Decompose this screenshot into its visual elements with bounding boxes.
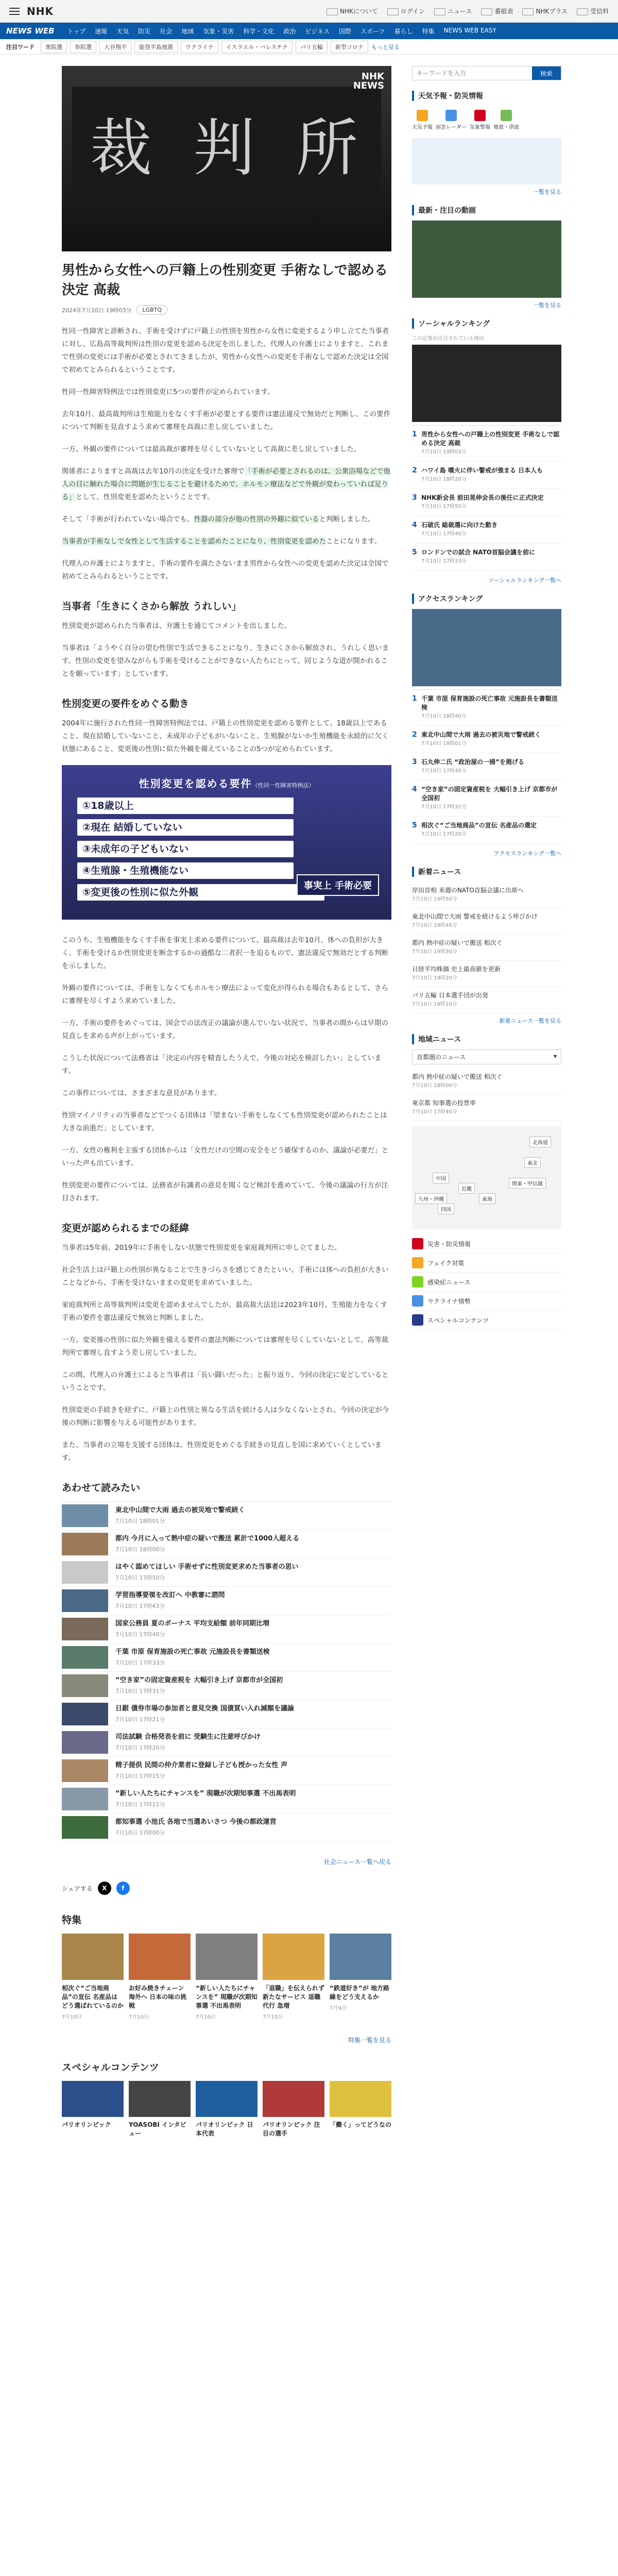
region-select[interactable]: 首都圏のニュース ▾: [412, 1049, 561, 1064]
feature-image: [129, 1934, 191, 1980]
fake-check-icon: [412, 1257, 423, 1268]
quake-icon: [501, 110, 512, 121]
related-item[interactable]: 日銀 債券市場の参加者と意見交換 国債買い入れ減額を議論 7月10日 17時21分: [62, 1700, 391, 1728]
about-icon: [327, 8, 338, 15]
trend-chip[interactable]: 大谷翔平: [99, 41, 131, 53]
ranking-item[interactable]: 3 石丸伸二氏 “政治屋の一掃”を掲げる 7月10日 17時45分: [412, 753, 561, 781]
social-ranking-list: [412, 425, 561, 571]
new-news-item[interactable]: 日経平均株価 史上最高値を更新 7月10日 19時20分: [412, 961, 561, 987]
social-ranking-heading: ソーシャルランキング: [412, 318, 561, 329]
trend-chip[interactable]: 新型コロナ: [331, 41, 368, 53]
access-ranking-heading: アクセスランキング: [412, 594, 561, 604]
related-item[interactable]: 千葉 市原 保育施設の死亡事故 元施設長を書類送検 7月10日 17時33分: [62, 1643, 391, 1672]
ukraine-icon: [412, 1295, 423, 1307]
header-link-login[interactable]: ログイン: [387, 7, 425, 15]
related-thumbnail: [62, 1703, 108, 1725]
trend-more-link[interactable]: もっと見る: [371, 43, 400, 50]
region-link[interactable]: 九州・沖縄: [415, 1193, 447, 1204]
special-image: [196, 2081, 258, 2117]
article-paragraph: こうした状況について法務省は「決定の内容を精査したうえで、今後の対応を検討したい」としています。: [62, 1054, 382, 1075]
related-item[interactable]: 都内 今月に入って熱中症の疑いで搬送 累計で1000人超える 7月10日 18時00分: [62, 1530, 391, 1558]
related-item[interactable]: 東北中山間で大雨 過去の被災地で警戒続く 7月10日 18時01分: [62, 1502, 391, 1530]
region-link[interactable]: 近畿: [458, 1183, 475, 1194]
related-thumbnail: [62, 1589, 108, 1612]
region-link[interactable]: 北海道: [529, 1137, 551, 1147]
infographic-title: 性別変更を認める要件（性同一性障害特例法）: [139, 777, 315, 790]
new-news-more-link[interactable]: 新着ニュース一覧を見る: [499, 1018, 561, 1024]
ranking-subtitle: この記事が注目されている理由: [412, 336, 484, 342]
article-paragraph: 代理人の弁護士によりますと、手術の要件を満たさないまま男性から女性への変更を認めた決定は全国で初めてとみられるということです。: [62, 560, 389, 581]
article-paragraph: 一方、変更後の性別に似た外観を備える要件の憲法判断については審理を尽くしていないとして、高等裁判所で審理し直すよう差し戻していました。: [62, 1336, 388, 1357]
new-news-item[interactable]: パリ五輪 日本選手団が出発 7月10日 19時10分: [412, 987, 561, 1013]
ranking-item[interactable]: 1 男性から女性への戸籍上の性別変更 手術なしで認める決定 高裁 7月10日 19時03分: [412, 426, 561, 462]
search-box: [412, 66, 561, 80]
ranking-item[interactable]: 1 千葉 市原 保育施設の死亡事故 元施設長を書類送検 7月10日 18時40分: [412, 690, 561, 726]
article-paragraph: 性別変更が認められた当事者は、弁護士を通じてコメントを出しました。: [62, 622, 291, 630]
nav-item[interactable]: 天気: [116, 27, 129, 35]
search-input[interactable]: [413, 66, 532, 80]
header-link-about[interactable]: NHKについて: [327, 7, 378, 15]
trend-chip[interactable]: 衆院選: [41, 41, 67, 53]
nav-item[interactable]: 速報: [95, 27, 108, 35]
article-paragraph: 一方、女性の権利を主張する団体からは「女性だけの空間の安全をどう確保するのか、議論が必要だ」といった声も出ています。: [62, 1146, 389, 1167]
article-paragraph: 家庭裁判所と高等裁判所は変更を認めませんでしたが、最高裁大法廷は2023年10月、生殖能力をなくす手術の要件を憲法違反で無効と判断しました。: [62, 1301, 388, 1322]
trend-chip[interactable]: 参院選: [70, 41, 96, 53]
related-thumbnail: [62, 1759, 108, 1782]
new-news-item[interactable]: 岸田首相 来週のNATO首脳会議に出席へ 7月10日 19時50分: [412, 882, 561, 908]
related-item[interactable]: 司法試験 合格発表を前に 受験生に注意呼びかけ 7月10日 17時20分: [62, 1728, 391, 1757]
feature-image: [263, 1934, 324, 1980]
top-bar: [0, 0, 618, 23]
article-paragraph: 当事者が手術なしで女性として生活することを認めたことになり、性別変更を認めたことになります。: [62, 537, 381, 546]
article-paragraph: 社会生活上は戸籍上の性別が異なることで生きづらさを感じてきたといい、手術には体への負担が大きいことなどから、手術を受けないままの変更を求めていました。: [62, 1266, 389, 1287]
special-heading: スペシャルコンテンツ: [62, 2062, 159, 2073]
article-paragraph: 一方、外観の要件については最高裁が審理を尽くしていないとして高裁に差し戻していました。: [62, 445, 361, 453]
special-icon: [412, 1314, 423, 1326]
region-link[interactable]: 関東・甲信越: [509, 1178, 546, 1189]
latest-more-link[interactable]: 一覧を見る: [533, 302, 561, 309]
requirement-row: ②現在 結婚していない: [77, 819, 294, 836]
nhk-logo[interactable]: NHK: [27, 5, 54, 18]
share-label: シェアする: [62, 1885, 93, 1892]
new-news-heading: 新着ニュース: [412, 867, 561, 877]
region-map: [412, 1126, 561, 1229]
access-top-image[interactable]: [412, 609, 561, 686]
region-news-item[interactable]: 東京都 知事選の投票率 7月10日 17時40分: [412, 1095, 561, 1121]
nav-item[interactable]: 暮らし: [394, 27, 413, 35]
new-news-list: [412, 882, 561, 1013]
article-paragraph: 2004年に施行された性同一性障害特例法では、戸籍上の性別変更を認める要件として、18歳以上であること、現在結婚していないこと、未成年の子どもがいないこと、生殖腺がないか生殖機能を永続的に欠く状態にあること、変更後の性別に似た外観を備えていることの5つが定められています。: [62, 719, 389, 753]
related-item[interactable]: 精子提供 民間の仲介業者に登録し子ども授かった女性 声 7月10日 17時15分: [62, 1757, 391, 1785]
region-link[interactable]: 四国: [438, 1204, 454, 1214]
special-card[interactable]: パリオリンピック: [62, 2081, 124, 2138]
ranking-item[interactable]: 5 相次ぐ“ご当地商品”の宣伝 名産品の選定 7月10日 17時20分: [412, 817, 561, 844]
section-heading: 変更が認められるまでの経緯: [62, 1223, 190, 1234]
plus-icon: [522, 8, 534, 15]
article-paragraph: 当事者は「ようやく自分の望む性別で生活できることになり、生きにくさから解放され、うれしく思います。性別の変更を望みながらも手術を受けることができない人たちにとって、同じような道が開かれることを願っています」としています。: [62, 644, 389, 678]
region-link[interactable]: 東北: [524, 1157, 541, 1168]
region-link[interactable]: 中国: [433, 1173, 449, 1183]
article-paragraph: 性同一性障害と診断され、手術を受けずに戸籍上の性別を男性から女性に変更するよう申し立てた当事者に対し、広島高等裁判所は性別の変更を認める決定を出しました。代理人の弁護士によりますと、これまで性別の変更には手術が必要とされてきましたが、男性から女性への変更を手術なしで認めた決定は全国で初めてとみられるということです。: [62, 327, 389, 374]
related-list: [62, 1501, 391, 1842]
trend-chip[interactable]: イスラエル・パレスチナ: [221, 41, 293, 53]
access-more-link[interactable]: アクセスランキング一覧へ: [493, 850, 561, 857]
nav-item[interactable]: 気象・災害: [203, 27, 234, 35]
infection-icon: [412, 1276, 423, 1287]
related-thumbnail: [62, 1731, 108, 1754]
access-ranking-list: [412, 689, 561, 844]
facebook-share-icon[interactable]: f: [116, 1882, 130, 1895]
article-paragraph: この事件については、さまざまな意見があります。: [62, 1089, 221, 1097]
article-paragraph: 去年10月、最高裁判所は生殖能力をなくす手術が必要とする要件は憲法違反で無効だと判断し、この要件について判断を見直すよう求めて審理を高裁に差し戻していました。: [62, 410, 391, 431]
region-heading: 地域ニュース: [412, 1034, 561, 1044]
nav-item[interactable]: スポーツ: [360, 27, 385, 35]
infection-link[interactable]: 感染症ニュース: [412, 1273, 561, 1292]
ranking-item[interactable]: 4 石破氏 総裁選に向けた動き 7月10日 17時40分: [412, 516, 561, 544]
feature-image: [330, 1934, 391, 1980]
article-paragraph: 性別マイノリティの当事者などでつくる団体は「望まない手術をしなくても性別変更が認められたことは大きな前進だ」としています。: [62, 1111, 387, 1132]
related-thumbnail: [62, 1646, 108, 1669]
related-heading: あわせて読みたい: [62, 1482, 141, 1494]
new-news-item[interactable]: 東北中山間で大雨 警戒を続けるよう呼びかけ 7月10日 19時45分: [412, 908, 561, 935]
feature-card[interactable]: “鉄道好き”が 地方路線をどう支えるか 7月9日: [330, 1934, 391, 2020]
features-more-link[interactable]: 特集一覧を見る: [348, 2037, 391, 2044]
header-link-plus[interactable]: NHKプラス: [522, 7, 568, 15]
feature-card[interactable]: 「退職」を伝えられず 新たなサービス 退職代行 急増 7月10日: [263, 1934, 324, 2020]
search-button[interactable]: 検索: [532, 66, 561, 80]
nav-item[interactable]: 防災: [138, 27, 151, 35]
ranking-item[interactable]: 4 “空き家”の固定資産税を 大幅引き上げ 京都市が全国初 7月10日 17時31分: [412, 781, 561, 817]
weather-link[interactable]: 地震・津波: [493, 106, 519, 134]
news-nav-bar: [0, 23, 618, 39]
article-paragraph: 性別変更の要件については、法務省が有識者の意見を聞くなど検討を進めていて、今後の議論の行方が注目されます。: [62, 1181, 388, 1202]
news-icon: [434, 8, 445, 15]
related-thumbnail: [62, 1533, 108, 1555]
latest-heading: 最新・注目の動画: [412, 205, 561, 215]
genre-nav: [63, 27, 501, 36]
feature-card[interactable]: “新しい人たちにチャンスを” 現職が次期知事選 不出馬表明 7月10日: [196, 1934, 258, 2020]
highlight-text: 性器の部分が他の性別の外観に似ている: [194, 515, 319, 523]
weather-link[interactable]: 雨雲レーダー: [436, 106, 467, 134]
special-image: [129, 2081, 191, 2117]
nav-item[interactable]: NEWS WEB EASY: [443, 26, 496, 34]
article-paragraph: 性別変更の手続きを経ずに、戸籍上の性別と異なる生活を続ける人は少なくないとされ、今回の決定が今後の判断に影響を与える可能性があります。: [62, 1406, 389, 1427]
nav-item[interactable]: 国際: [339, 27, 352, 35]
related-item[interactable]: 国家公務員 夏のボーナス 平均支給額 前年同期比増 7月10日 17時40分: [62, 1615, 391, 1643]
special-list: [62, 2081, 391, 2138]
article-paragraph: 当事者は5年前、2019年に手術をしない状態で性別変更を家庭裁判所に申し立てました。: [62, 1244, 341, 1252]
weather-heading: 天気予報・防災情報: [412, 91, 561, 101]
sun-icon: [417, 110, 428, 121]
ranking-item[interactable]: 2 東北中山間で大雨 過去の被災地で警戒続く 7月10日 18時01分: [412, 726, 561, 753]
trend-chip[interactable]: 能登半島地震: [134, 41, 178, 53]
trend-label: 注目ワード: [6, 43, 35, 50]
requirement-row: ⑤変更後の性別に似た外観: [77, 884, 324, 901]
article-main: [62, 66, 391, 2138]
nav-item[interactable]: 社会: [160, 27, 173, 35]
article-paragraph: また、当事者の立場を支援する団体は、性別変更をめぐる手続きの見直しを国に求めていくとしています。: [62, 1441, 382, 1462]
related-thumbnail: [62, 1788, 108, 1810]
court-sign-image: 裁 判 所: [72, 87, 381, 200]
article-paragraph: 関係者によりますと高裁は去年10月の決定を受けた審理で「手術が必要とされるのは、公衆浴場などで他人の目に触れた場合に問題が生じることを避けるためで、ホルモン療法などで外観が変わっていれば足りる」として、性別変更を認めたということです。: [62, 467, 391, 501]
article-meta: [62, 305, 391, 315]
article-paragraph: この間、代理人の弁護士によると当事者は「長い闘いだった」と振り返り、今回の決定に安どしているということです。: [62, 1371, 389, 1392]
menu-icon[interactable]: [9, 8, 20, 15]
requirement-row: ①18歳以上: [77, 798, 294, 814]
special-link[interactable]: スペシャルコンテンツ: [412, 1311, 561, 1330]
weather-link[interactable]: 天気予報: [412, 106, 433, 134]
related-thumbnail: [62, 1618, 108, 1640]
special-card[interactable]: 「働く」ってどうなの: [330, 2081, 391, 2138]
ukraine-link[interactable]: ウクライナ情勢: [412, 1292, 561, 1311]
topic-tag[interactable]: LGBTQ: [136, 305, 167, 315]
disaster-link[interactable]: 災害・防災情報: [412, 1234, 561, 1253]
related-item[interactable]: 学習指導要領を改訂へ 中教審に諮問 7月10日 17時43分: [62, 1587, 391, 1615]
share-bar: [62, 1882, 391, 1895]
related-item[interactable]: “空き家”の固定資産税を 大幅引き上げ 京都市が全国初 7月10日 17時31分: [62, 1672, 391, 1700]
ranking-item[interactable]: 3 NHK新会長 前田晃伸会長の後任に正式決定 7月10日 17時55分: [412, 489, 561, 516]
radar-icon: [445, 110, 457, 121]
trend-chip[interactable]: パリ五輪: [296, 41, 328, 53]
related-item[interactable]: 都知事選 小池氏 各地で当選あいさつ 今後の都政運営 7月10日 17時00分: [62, 1814, 391, 1842]
special-image: [330, 2081, 391, 2117]
nav-item[interactable]: 特集: [422, 27, 435, 35]
weather-link[interactable]: 気象警報: [470, 106, 490, 134]
ranking-item[interactable]: 2 ハワイ島 噴火に伴い警戒が強まる 日本人も 7月10日 18時20分: [412, 462, 561, 489]
related-thumbnail: [62, 1504, 108, 1527]
article-paragraph: 外観の要件については、手術をしなくてもホルモン療法によって変化が得られる場合もあるとして、さらに審理を尽くすよう求めていました。: [62, 984, 388, 1005]
sidebar-links: [412, 1234, 561, 1330]
fee-icon: [577, 8, 588, 15]
nav-item[interactable]: トップ: [67, 27, 86, 35]
ranking-item[interactable]: 5 ロンドンでの試合 NATO首脳会議を前に 7月10日 17時33分: [412, 544, 561, 571]
x-share-icon[interactable]: X: [98, 1882, 111, 1895]
feature-image: [196, 1934, 258, 1980]
related-item[interactable]: “新しい人たちにチャンスを” 現職が次期知事選 不出馬表明 7月10日 17時11分: [62, 1785, 391, 1814]
article-paragraph: そして「手術が行われていない場合でも、性器の部分が他の性別の外観に似ていると判断しました。: [62, 515, 375, 523]
related-thumbnail: [62, 1674, 108, 1697]
article-paragraph: 一方、手術の要件をめぐっては、国会での法改正の議論が進んでいない状況で、当事者の間からは早期の見直しを求める声が上がっています。: [62, 1019, 388, 1040]
header-links: [327, 7, 609, 15]
special-image: [263, 2081, 324, 2117]
weather-more-link[interactable]: 一覧を見る: [533, 189, 561, 195]
section-heading: 当事者「生きにくさから解放 うれしい」: [62, 601, 242, 612]
requirement-row: ③未成年の子どもいない: [77, 841, 294, 857]
requirement-row: ④生殖腺・生殖機能ない: [77, 862, 294, 879]
weather-map[interactable]: [412, 138, 561, 184]
disaster-icon: [412, 1238, 423, 1249]
article-paragraph: 性同一性障害特例法では性別変更に5つの要件が定められています。: [62, 388, 274, 396]
weather-links: [412, 106, 561, 134]
trend-chip[interactable]: ウクライナ: [181, 41, 218, 53]
related-more-link[interactable]: 社会ニュース一覧へ戻る: [323, 1858, 391, 1866]
latest-video-thumbnail[interactable]: [412, 221, 561, 298]
nav-item[interactable]: 政治: [283, 27, 296, 35]
newsweb-logo[interactable]: NEWS WEB: [6, 26, 55, 36]
nav-item[interactable]: 地域: [181, 27, 194, 35]
region-news-item[interactable]: 都内 熱中症の疑いで搬送 相次ぐ 7月10日 18時00分: [412, 1069, 561, 1095]
trend-words: [0, 39, 618, 55]
article-title: 男性から女性への戸籍上の性別変更 手術なしで認める決定 高裁: [62, 263, 388, 298]
surgery-required-tag: 事実上 手術必要: [297, 874, 379, 896]
warning-icon: [474, 110, 486, 121]
special-card[interactable]: パリオリンピック 注目の選手: [263, 2081, 324, 2138]
program-icon: [481, 8, 492, 15]
article-hero-image: [62, 66, 391, 251]
highlight-text: 当事者が手術なしで女性として生活することを認めたことになり、性別変更を認めた: [62, 537, 326, 546]
fake-check-link[interactable]: フェイク対策: [412, 1253, 561, 1273]
new-news-item[interactable]: 都内 熱中症の疑いで搬送 相次ぐ 7月10日 19時30分: [412, 935, 561, 961]
feature-image: [62, 1934, 124, 1980]
article-date: 2024年7月10日 19時03分: [62, 307, 132, 314]
header-link-fee[interactable]: 受信料: [577, 7, 609, 15]
features-list: [62, 1934, 391, 2020]
ranking-top-image[interactable]: [412, 345, 561, 422]
features-heading: 特集: [62, 1914, 82, 1926]
sidebar: [412, 66, 561, 2138]
nav-item[interactable]: 科学・文化: [243, 27, 274, 35]
section-heading: 性別変更の要件をめぐる動き: [62, 698, 190, 709]
chevron-down-icon: ▾: [553, 1053, 557, 1060]
special-card[interactable]: パリオリンピック 日本代表: [196, 2081, 258, 2138]
article-paragraph: このうち、生殖機能をなくす手術を事実上求める要件について、最高裁は去年10月、体への負担が大きく、手術を受けるか性別変更を断念するかの過酷な二者択一を迫るもので、憲法違反で無効だとする判断を示しました。: [62, 936, 388, 970]
header-link-news[interactable]: ニュース: [434, 7, 472, 15]
feature-card[interactable]: 相次ぐ“ご当地商品”の宣伝 名産品はどう選ばれているのか 7月10日: [62, 1934, 124, 2020]
region-news-list: [412, 1069, 561, 1121]
header-link-program[interactable]: 番組表: [481, 7, 513, 15]
special-card[interactable]: YOASOBI インタビュー: [129, 2081, 191, 2138]
nav-item[interactable]: ビジネス: [305, 27, 330, 35]
feature-card[interactable]: お好み焼きチェーン 海外へ 日本の味の挑戦 7月10日: [129, 1934, 191, 2020]
nhk-news-watermark: NHK NEWS: [353, 71, 384, 91]
related-thumbnail: [62, 1561, 108, 1584]
related-thumbnail: [62, 1816, 108, 1839]
login-icon: [387, 8, 399, 15]
highlight-text: 「手術が必要とされるのは、公衆浴場などで他人の目に触れた場合に問題が生じることを避けるためで、ホルモン療法などで外観が変わっていれば足りる」: [62, 467, 391, 501]
related-item[interactable]: はやく認めてほしい 手術せずに性別変更求めた当事者の思い 7月10日 17時50分: [62, 1558, 391, 1587]
region-link[interactable]: 東海: [479, 1193, 495, 1204]
special-image: [62, 2081, 124, 2117]
ranking-more-link[interactable]: ソーシャルランキング一覧へ: [488, 577, 561, 584]
requirements-infographic: [62, 765, 391, 920]
